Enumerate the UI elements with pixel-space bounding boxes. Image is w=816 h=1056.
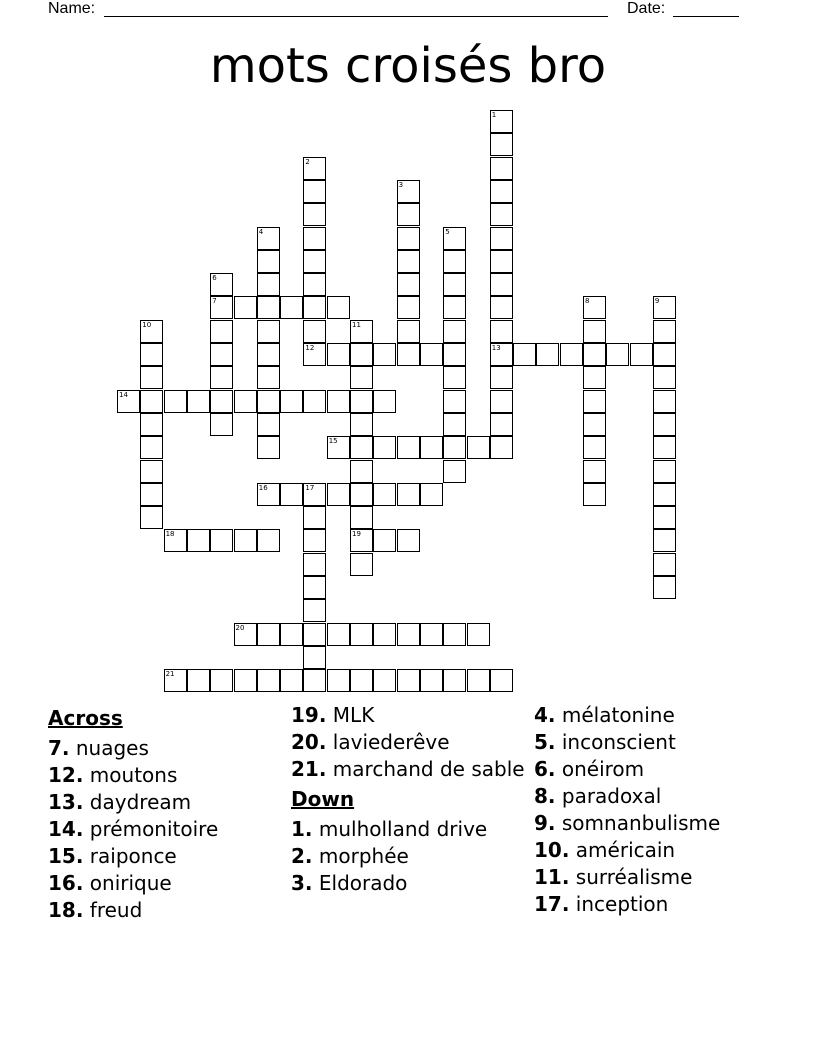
- grid-cell[interactable]: [583, 483, 606, 506]
- clue-text: MLK: [332, 703, 375, 727]
- clue-down-2: [291, 844, 536, 868]
- clue-number-label: 2: [305, 157, 310, 166]
- grid-cell[interactable]: [257, 250, 280, 273]
- grid-cell[interactable]: [397, 483, 420, 506]
- grid-cell[interactable]: [303, 296, 326, 319]
- grid-cell[interactable]: [257, 343, 280, 366]
- grid-cell[interactable]: [257, 669, 280, 692]
- clue-number-label: 16: [258, 483, 268, 492]
- clue-down-6: [534, 757, 779, 781]
- clue-number-label: 19: [352, 530, 361, 539]
- clue-down-8: [534, 784, 779, 808]
- clue-number-label: 4: [258, 227, 264, 236]
- clue-text: mulholland drive: [318, 817, 488, 841]
- clue-number: 2.: [291, 844, 313, 868]
- grid-cell[interactable]: [443, 296, 466, 319]
- clue-number-label: 5: [445, 227, 450, 236]
- across-heading: Across: [48, 706, 123, 730]
- clue-number-label: 11: [352, 320, 361, 329]
- date-label: Date:: [627, 0, 666, 17]
- grid-cell[interactable]: [397, 250, 420, 273]
- grid-cell[interactable]: [490, 227, 513, 250]
- clue-text: paradoxal: [561, 784, 662, 808]
- grid-cell[interactable]: [443, 413, 466, 436]
- clue-down-1: [291, 817, 536, 841]
- grid-cell[interactable]: [467, 623, 490, 646]
- grid-cell[interactable]: [257, 390, 280, 413]
- grid-cell[interactable]: [443, 273, 466, 296]
- grid-cell[interactable]: [140, 343, 163, 366]
- clue-down-5: [534, 730, 779, 754]
- grid-cell[interactable]: [350, 669, 373, 692]
- clue-number: 17.: [534, 892, 570, 916]
- clue-number: 3.: [291, 871, 313, 895]
- grid-cell[interactable]: [490, 413, 513, 436]
- grid-cell[interactable]: [234, 390, 257, 413]
- grid-cell[interactable]: [327, 296, 350, 319]
- grid-cell[interactable]: [303, 576, 326, 599]
- grid-cell[interactable]: [397, 227, 420, 250]
- clue-number: 21.: [291, 757, 327, 781]
- grid-cell[interactable]: [280, 296, 303, 319]
- clue-text: inception: [575, 892, 669, 916]
- grid-cell[interactable]: [397, 320, 420, 343]
- grid-cell[interactable]: [373, 343, 396, 366]
- grid-cell[interactable]: [303, 203, 326, 226]
- grid-cell[interactable]: [490, 250, 513, 273]
- clue-number: 14.: [48, 817, 84, 841]
- grid-cell[interactable]: [490, 320, 513, 343]
- grid-cell[interactable]: [420, 436, 443, 459]
- grid-cell[interactable]: [653, 529, 676, 552]
- grid-cell[interactable]: [303, 250, 326, 273]
- clue-number-label: 15: [328, 437, 338, 446]
- clue-number: 8.: [534, 784, 556, 808]
- page-title: mots croisés bro: [209, 38, 607, 94]
- grid-cell[interactable]: [234, 529, 257, 552]
- grid-cell[interactable]: [583, 436, 606, 459]
- clue-number: 16.: [48, 871, 84, 895]
- grid-cell[interactable]: [373, 483, 396, 506]
- grid-cell[interactable]: [443, 669, 466, 692]
- grid-cell[interactable]: [373, 669, 396, 692]
- grid-cell[interactable]: [303, 227, 326, 250]
- grid-cell[interactable]: [210, 669, 233, 692]
- grid-cell[interactable]: [490, 133, 513, 156]
- clue-across-15: [48, 844, 293, 868]
- grid-cell[interactable]: [303, 529, 326, 552]
- grid-cell[interactable]: [397, 436, 420, 459]
- clue-across-19: [291, 703, 536, 727]
- grid-cell[interactable]: [210, 343, 233, 366]
- grid-cell[interactable]: [303, 669, 326, 692]
- grid-cell[interactable]: [653, 436, 676, 459]
- grid-cell[interactable]: [653, 413, 676, 436]
- grid-cell[interactable]: [140, 436, 163, 459]
- grid-cell[interactable]: [583, 413, 606, 436]
- grid-cell[interactable]: [490, 669, 513, 692]
- grid-cell[interactable]: [420, 483, 443, 506]
- grid-cell[interactable]: [443, 320, 466, 343]
- grid-cell[interactable]: [653, 553, 676, 576]
- grid-cell[interactable]: [653, 366, 676, 389]
- grid-cell[interactable]: [490, 366, 513, 389]
- grid-cell[interactable]: [164, 390, 187, 413]
- grid-cell[interactable]: [187, 529, 210, 552]
- grid-cell[interactable]: [257, 273, 280, 296]
- grid-cell[interactable]: [420, 669, 443, 692]
- grid-cell[interactable]: [397, 529, 420, 552]
- clue-text: morphée: [318, 844, 409, 868]
- grid-cell[interactable]: [257, 296, 280, 319]
- clue-number: 18.: [48, 898, 84, 922]
- clue-column-1: [48, 703, 293, 925]
- grid-cell[interactable]: [490, 436, 513, 459]
- clue-text: américain: [575, 838, 676, 862]
- grid-cell[interactable]: [397, 273, 420, 296]
- clue-number: 4.: [534, 703, 556, 727]
- clue-number-label: 10: [142, 320, 152, 329]
- clue-number-label: 18: [165, 530, 175, 539]
- clue-number-label: 20: [235, 623, 245, 632]
- grid-cell[interactable]: [653, 576, 676, 599]
- grid-cell[interactable]: [606, 343, 629, 366]
- clue-text: freud: [89, 898, 143, 922]
- clue-text: prémonitoire: [89, 817, 219, 841]
- clue-number-label: 7: [212, 297, 217, 306]
- clue-number-label: 17: [305, 483, 315, 492]
- grid-cell[interactable]: [583, 366, 606, 389]
- grid-cell[interactable]: [443, 623, 466, 646]
- clue-across-20: [291, 730, 536, 754]
- clue-number: 1.: [291, 817, 313, 841]
- grid-cell[interactable]: [583, 390, 606, 413]
- grid-cell[interactable]: [303, 599, 326, 622]
- clue-number: 15.: [48, 844, 84, 868]
- clue-number: 13.: [48, 790, 84, 814]
- clue-text: daydream: [89, 790, 192, 814]
- clue-number: 10.: [534, 838, 570, 862]
- grid-cell[interactable]: [373, 529, 396, 552]
- clue-text: laviederêve: [332, 730, 450, 754]
- clue-text: mélatonine: [561, 703, 675, 727]
- grid-cell[interactable]: [350, 623, 373, 646]
- clue-down-3: [291, 871, 536, 895]
- grid-cell[interactable]: [187, 669, 210, 692]
- grid-cell[interactable]: [467, 669, 490, 692]
- clue-number-label: 1: [491, 111, 497, 119]
- grid-cell[interactable]: [327, 623, 350, 646]
- grid-cell[interactable]: [490, 157, 513, 180]
- clue-number: 7.: [48, 736, 70, 760]
- grid-cell[interactable]: [397, 623, 420, 646]
- grid-cell[interactable]: [536, 343, 559, 366]
- grid-cell[interactable]: [303, 553, 326, 576]
- grid-cell[interactable]: [303, 623, 326, 646]
- grid-cell[interactable]: [443, 436, 466, 459]
- grid-cell[interactable]: [303, 646, 326, 669]
- clue-number-label: 13: [491, 344, 501, 352]
- clue-text: Eldorado: [318, 871, 408, 895]
- grid-cell[interactable]: [443, 343, 466, 366]
- grid-cell[interactable]: [234, 296, 257, 319]
- clue-text: onirique: [89, 871, 172, 895]
- grid-cell[interactable]: [280, 623, 303, 646]
- grid-cell[interactable]: [350, 460, 373, 483]
- grid-cell[interactable]: [490, 390, 513, 413]
- clue-down-17: [534, 892, 779, 916]
- grid-cell[interactable]: [653, 506, 676, 529]
- grid-cell[interactable]: [350, 436, 373, 459]
- grid-cell[interactable]: [257, 623, 280, 646]
- clue-number: 5.: [534, 730, 556, 754]
- grid-cell[interactable]: [420, 623, 443, 646]
- grid-cell[interactable]: [350, 553, 373, 576]
- clue-number-label: 21: [165, 670, 175, 679]
- grid-cell[interactable]: [140, 390, 163, 413]
- grid-cell[interactable]: [303, 180, 326, 203]
- grid-cell[interactable]: [397, 669, 420, 692]
- grid-cell[interactable]: [373, 390, 396, 413]
- grid-cell[interactable]: [210, 320, 233, 343]
- clue-number-label: 6: [212, 274, 217, 283]
- clue-across-21: [291, 757, 536, 781]
- clue-text: nuages: [75, 736, 149, 760]
- grid-cell[interactable]: [327, 390, 350, 413]
- clue-text: raiponce: [89, 844, 177, 868]
- clue-column-2: [291, 703, 536, 898]
- grid-cell[interactable]: [397, 296, 420, 319]
- grid-cell[interactable]: [420, 343, 443, 366]
- clue-across-13: [48, 790, 293, 814]
- grid-cell[interactable]: [140, 460, 163, 483]
- grid-cell[interactable]: [397, 343, 420, 366]
- clue-across-14: [48, 817, 293, 841]
- clue-down-10: [534, 838, 779, 862]
- grid-cell[interactable]: [303, 506, 326, 529]
- clue-down-9: [534, 811, 779, 835]
- grid-cell[interactable]: [327, 669, 350, 692]
- grid-cell[interactable]: [280, 390, 303, 413]
- grid-cell[interactable]: [653, 460, 676, 483]
- clue-text: somnanbulisme: [561, 811, 721, 835]
- grid-cell[interactable]: [210, 390, 233, 413]
- grid-cell[interactable]: [490, 273, 513, 296]
- grid-cell[interactable]: [443, 460, 466, 483]
- grid-cell[interactable]: [350, 506, 373, 529]
- clue-across-7: [48, 736, 293, 760]
- clue-number-label: 12: [305, 344, 315, 352]
- grid-cell[interactable]: [373, 623, 396, 646]
- grid-cell[interactable]: [210, 366, 233, 389]
- grid-cell[interactable]: [140, 413, 163, 436]
- grid-cell[interactable]: [443, 390, 466, 413]
- grid-cell[interactable]: [490, 180, 513, 203]
- grid-cell[interactable]: [443, 250, 466, 273]
- grid-cell[interactable]: [653, 343, 676, 366]
- grid-cell[interactable]: [350, 390, 373, 413]
- name-label: Name:: [48, 0, 96, 17]
- grid-cell[interactable]: [280, 669, 303, 692]
- grid-cell[interactable]: [583, 343, 606, 366]
- clue-text: moutons: [89, 763, 178, 787]
- clue-number: 12.: [48, 763, 84, 787]
- grid-cell[interactable]: [327, 343, 350, 366]
- grid-cell[interactable]: [630, 343, 653, 366]
- clue-number: 11.: [534, 865, 570, 889]
- clue-number-label: 9: [654, 297, 660, 306]
- clue-column-3: [534, 703, 779, 919]
- grid-cell[interactable]: [490, 203, 513, 226]
- clue-number: 6.: [534, 757, 556, 781]
- grid-cell[interactable]: [140, 483, 163, 506]
- grid-cell[interactable]: [210, 529, 233, 552]
- clue-down-4: [534, 703, 779, 727]
- grid-cell[interactable]: [397, 203, 420, 226]
- clue-across-12: [48, 763, 293, 787]
- grid-cell[interactable]: [210, 413, 233, 436]
- grid-cell[interactable]: [583, 460, 606, 483]
- grid-cell[interactable]: [234, 669, 257, 692]
- grid-cell[interactable]: [560, 343, 583, 366]
- grid-cell[interactable]: [583, 320, 606, 343]
- grid-cell[interactable]: [513, 343, 536, 366]
- grid-cell[interactable]: [280, 483, 303, 506]
- clue-number-label: 14: [119, 390, 128, 399]
- down-heading: Down: [291, 787, 355, 811]
- grid-cell[interactable]: [140, 506, 163, 529]
- grid-cell[interactable]: [140, 366, 163, 389]
- grid-cell[interactable]: [653, 390, 676, 413]
- grid-cell[interactable]: [327, 483, 350, 506]
- grid-cell[interactable]: [653, 320, 676, 343]
- grid-cell[interactable]: [303, 390, 326, 413]
- grid-cell[interactable]: [653, 483, 676, 506]
- grid-cell[interactable]: [350, 343, 373, 366]
- clue-across-16: [48, 871, 293, 895]
- clue-number: 9.: [534, 811, 556, 835]
- grid-cell[interactable]: [443, 366, 466, 389]
- grid-cell[interactable]: [257, 320, 280, 343]
- clue-number: 19.: [291, 703, 327, 727]
- clue-across-18: [48, 898, 293, 922]
- clue-text: surréalisme: [575, 865, 693, 889]
- grid-cell[interactable]: [257, 436, 280, 459]
- clue-text: marchand de sable: [332, 757, 525, 781]
- clue-text: inconscient: [561, 730, 676, 754]
- grid-cell[interactable]: [187, 390, 210, 413]
- grid-cell[interactable]: [350, 366, 373, 389]
- clue-number: 20.: [291, 730, 327, 754]
- grid-cell[interactable]: [303, 273, 326, 296]
- grid-cell[interactable]: [257, 413, 280, 436]
- grid-cell[interactable]: [467, 436, 490, 459]
- clue-down-11: [534, 865, 779, 889]
- clue-number-label: 3: [398, 180, 404, 189]
- grid-cell[interactable]: [350, 413, 373, 436]
- grid-cell[interactable]: [350, 483, 373, 506]
- grid-cell[interactable]: [373, 436, 396, 459]
- grid-cell[interactable]: [257, 366, 280, 389]
- clue-text: onéirom: [561, 757, 645, 781]
- grid-cell[interactable]: [490, 296, 513, 319]
- grid-cell[interactable]: [257, 529, 280, 552]
- grid-cell[interactable]: [303, 320, 326, 343]
- clue-number-label: 8: [585, 297, 590, 306]
